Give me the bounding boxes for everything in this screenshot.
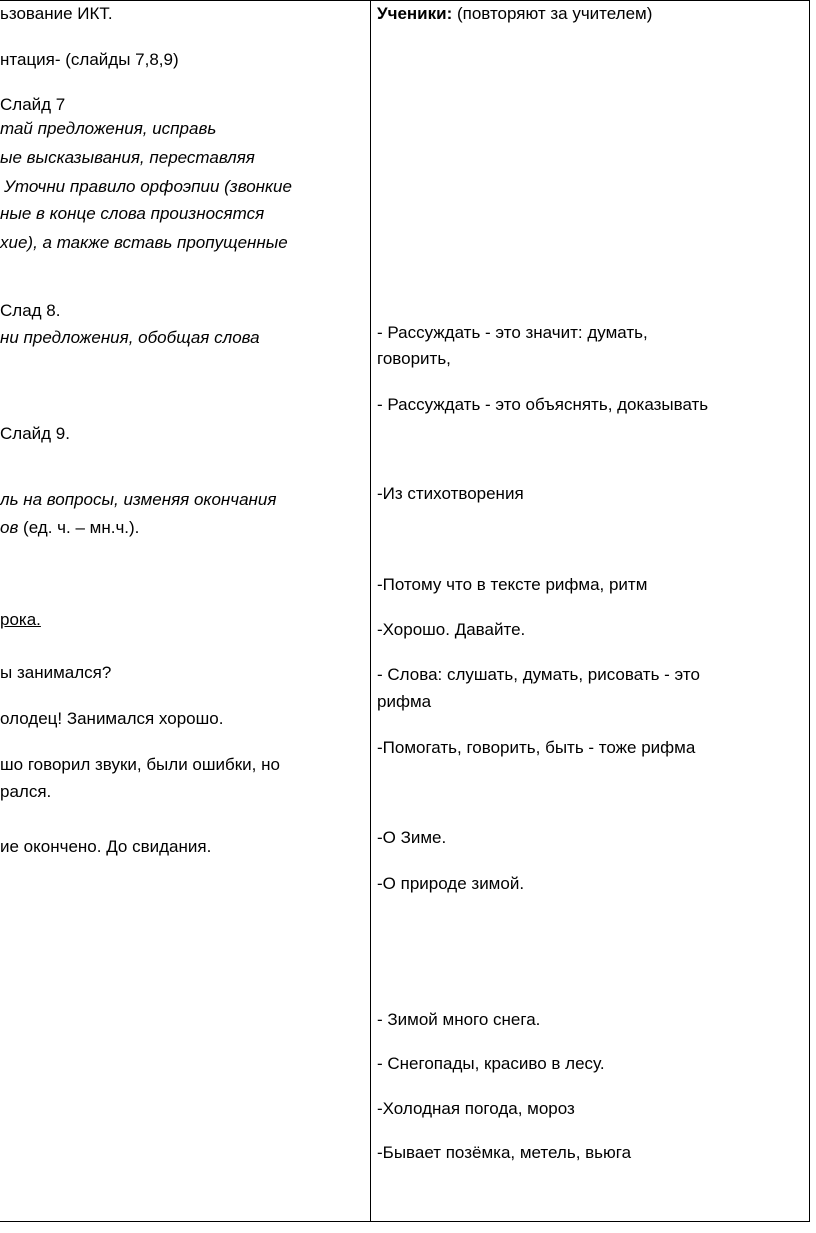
answer-1a: - Рассуждать - это значит: думать, [377, 323, 648, 342]
slide-7-task-1: тай предложения, исправь [0, 119, 217, 138]
slide-7-task-2: ые высказывания, переставляя [0, 148, 255, 167]
answer-6a: - Слова: слушать, думать, рисовать - это [377, 665, 700, 684]
lesson-closing: ие окончено. До свидания. [0, 837, 212, 856]
answer-7: -Помогать, говорить, быть - тоже рифма [377, 738, 696, 757]
slide-9-task-2 [0, 518, 139, 538]
answer-5: -Хорошо. Давайте. [377, 620, 526, 639]
slide-9-task-1: ль на вопросы, изменяя окончания [0, 490, 277, 509]
slide-7-task-3: Уточни правило орфоэпии (звонкие [4, 177, 292, 196]
slide-9-heading: Слайд 9. [0, 424, 70, 443]
answer-4: -Потому что в тексте рифма, ритм [377, 575, 648, 594]
slide-7-heading: Слайд 7 [0, 95, 66, 114]
students-header-bold: Ученики: [377, 4, 453, 23]
answer-12: -Холодная погода, мороз [377, 1099, 575, 1118]
column-divider [370, 0, 371, 1222]
teacher-column [0, 0, 370, 1222]
slide-9-task-2-italic: ов [0, 518, 19, 537]
answer-11: - Снегопады, красиво в лесу. [377, 1054, 605, 1073]
answer-6b: рифма [377, 692, 432, 711]
teacher-feedback-2: рался. [0, 782, 52, 801]
answer-8: -О Зиме. [377, 828, 447, 847]
students-header [377, 4, 652, 24]
answer-2: - Рассуждать - это объяснять, доказывать [377, 395, 709, 414]
slide-9-task-2-rest: (ед. ч. – мн.ч.). [18, 518, 140, 537]
ict-usage-line: ьзование ИКТ. [0, 4, 113, 23]
slide-8-task: ни предложения, обобщая слова [0, 328, 260, 347]
table-right-border [809, 0, 810, 1222]
slide-7-task-5: хие), а также вставь пропущенные [0, 233, 288, 252]
teacher-feedback-1: шо говорил звуки, были ошибки, но [0, 755, 280, 774]
answer-13: -Бывает позёмка, метель, вьюга [377, 1143, 632, 1162]
answer-10: - Зимой много снега. [377, 1010, 541, 1029]
teacher-praise: олодец! Занимался хорошо. [0, 709, 224, 728]
answer-9: -О природе зимой. [377, 874, 525, 893]
students-header-rest: (повторяют за учителем) [452, 4, 653, 23]
slide-7-task-4: ные в конце слова произносятся [0, 204, 265, 223]
lesson-end-heading: рока. [0, 610, 41, 629]
teacher-question: ы занимался? [0, 663, 112, 682]
presentation-line: нтация- (слайды 7,8,9) [0, 50, 179, 69]
answer-3: -Из стихотворения [377, 484, 524, 503]
answer-1b: говорить, [377, 349, 451, 368]
slide-8-heading: Слад 8. [0, 301, 61, 320]
